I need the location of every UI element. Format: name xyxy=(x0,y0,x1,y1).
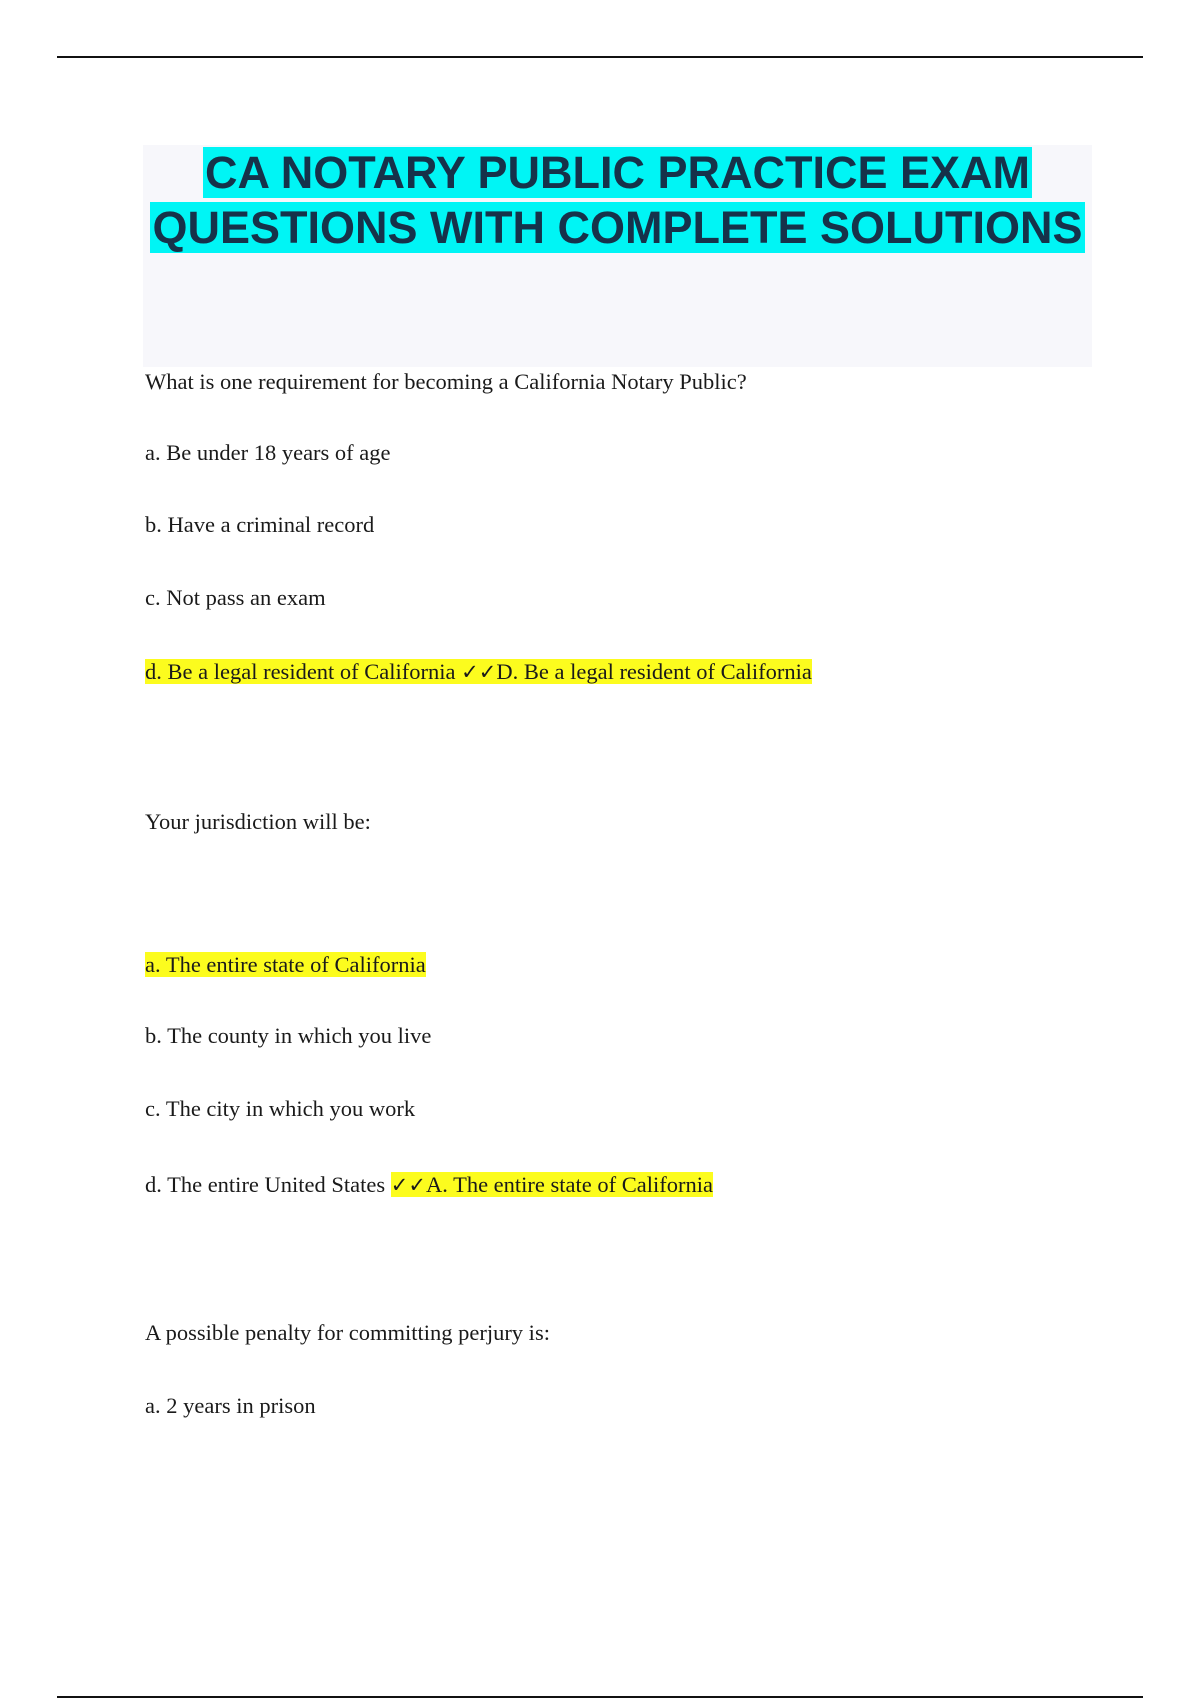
question-3-text: A possible penalty for committing perjury is: xyxy=(145,1320,550,1345)
question-3-option-a: a. 2 years in prison xyxy=(145,1393,316,1418)
question-2-option-a-line xyxy=(145,950,426,980)
top-rule xyxy=(57,56,1143,58)
question-1-text: What is one requirement for becoming a California Notary Public? xyxy=(145,369,747,394)
question-1-answer: D. Be a legal resident of California xyxy=(496,659,812,684)
question-1-option-b: b. Have a criminal record xyxy=(145,512,375,537)
question-2-option-b: b. The county in which you live xyxy=(145,1023,432,1048)
question-2-option-c: c. The city in which you work xyxy=(145,1096,416,1121)
question-1-option-c: c. Not pass an exam xyxy=(145,585,326,610)
question-1-option-d: d. Be a legal resident of California xyxy=(145,659,456,684)
question-1-answer-highlight xyxy=(145,659,812,684)
document-title-text: CA NOTARY PUBLIC PRACTICE EXAM QUESTIONS WITH COMPLETE SOLUTIONS xyxy=(152,147,1083,253)
document-title xyxy=(143,145,1092,255)
question-2-option-d: d. The entire United States xyxy=(145,1172,386,1197)
question-2-text: Your jurisdiction will be: xyxy=(145,809,371,834)
question-2-option-d-with-answer xyxy=(145,1170,713,1200)
question-2-answer: A. The entire state of California xyxy=(425,1172,713,1197)
double-checkmark-icon: ✓✓ xyxy=(390,1173,426,1197)
question-2-answer-highlight xyxy=(391,1172,713,1197)
question-1-option-d-with-answer xyxy=(145,657,812,687)
title-banner xyxy=(143,145,1092,367)
double-checkmark-icon: ✓✓ xyxy=(461,660,497,684)
question-2-option-a: a. The entire state of California xyxy=(145,952,426,977)
bottom-rule xyxy=(57,1696,1143,1698)
question-1-option-a: a. Be under 18 years of age xyxy=(145,440,391,465)
